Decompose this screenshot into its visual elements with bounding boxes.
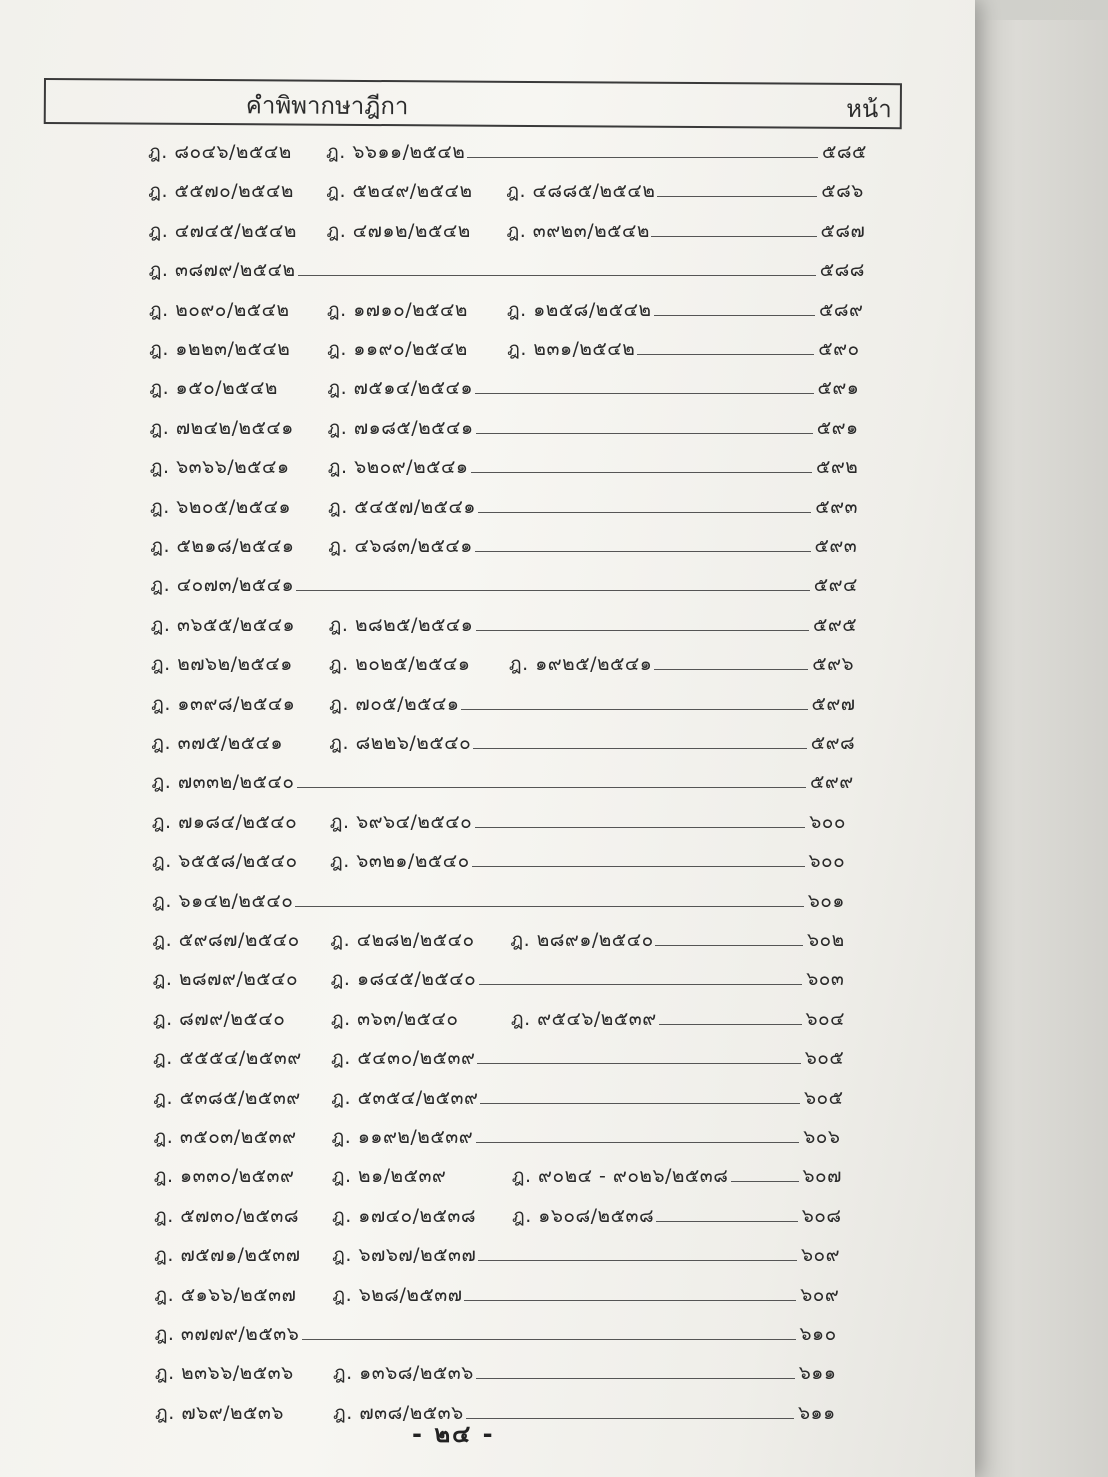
- case-reference: ฎ. ๒๓๑/๒๕๔๒: [507, 338, 636, 360]
- leader-line: [657, 196, 817, 197]
- page-ref: ๕๙๓: [815, 495, 859, 518]
- case-reference: ฎ. ๔๐๗๓/๒๕๔๑: [150, 574, 295, 597]
- leader-line: [295, 906, 804, 907]
- leader-line: [297, 787, 806, 788]
- case-reference: ฎ. ๑๖๐๘/๒๕๓๘: [511, 1204, 655, 1227]
- leader-line: [464, 1300, 796, 1301]
- index-row: [0, 137, 975, 167]
- leader-line: [651, 236, 817, 237]
- case-reference: ฎ. ๔๗๔๕/๒๕๔๒: [148, 219, 297, 242]
- case-reference: ฎ. ๗๖๙/๒๕๓๖: [155, 1401, 284, 1424]
- leader-line: [654, 315, 815, 316]
- leader-line: [475, 393, 814, 394]
- index-row: [0, 216, 975, 246]
- case-reference: ฎ. ๗๑๘๕/๒๕๔๑: [327, 416, 474, 439]
- index-row: [0, 334, 975, 364]
- case-reference: ฎ. ๖๒๐๙/๒๕๔๑: [327, 456, 469, 479]
- case-reference: ฎ. ๕๕๕๔/๒๕๓๙: [153, 1047, 302, 1070]
- leader-line: [477, 1063, 801, 1064]
- index-row: [0, 886, 975, 916]
- leader-line: [471, 472, 812, 473]
- leader-line: [654, 669, 808, 670]
- leader-line: [659, 1024, 802, 1025]
- index-row: [0, 925, 975, 955]
- leader-line: [637, 354, 814, 355]
- page-ref: ๖๐๐: [808, 850, 846, 873]
- case-reference: ฎ. ๓๕๐๓/๒๕๓๙: [153, 1126, 297, 1148]
- index-row: [0, 1358, 975, 1388]
- case-reference: ฎ. ๕๗๓๐/๒๕๓๘: [153, 1204, 299, 1227]
- case-reference: ฎ. ๑๗๑๐/๒๕๔๒: [326, 298, 468, 321]
- case-reference: ฎ. ๖๑๔๒/๒๕๔๐: [152, 889, 294, 912]
- case-reference: ฎ. ๖๖๑๑/๒๕๔๒: [326, 141, 466, 163]
- leader-line: [479, 984, 802, 985]
- case-reference: ฎ. ๒๘๗๙/๒๕๔๐: [152, 968, 299, 991]
- case-reference: ฎ. ๕๑๖๖/๒๕๓๗: [154, 1283, 297, 1306]
- page-ref: ๕๙๐: [818, 338, 860, 360]
- index-row: [0, 1201, 975, 1231]
- leader-line: [476, 433, 813, 434]
- page-ref: ๕๘๗: [820, 219, 866, 242]
- case-reference: ฎ. ๖๓๒๑/๒๕๔๐: [329, 850, 470, 873]
- case-reference: ฎ. ๓๗๕/๒๕๔๑: [151, 732, 284, 754]
- page-ref: ๕๘๘: [819, 259, 865, 282]
- case-reference: ฎ. ๒๐๙๐/๒๕๔๒: [148, 298, 290, 321]
- header-page-label: หน้า: [846, 94, 892, 124]
- page-ref: ๕๙๒: [816, 456, 859, 479]
- case-reference: ฎ. ๒๑/๒๕๓๙: [331, 1165, 447, 1188]
- case-reference: ฎ. ๙๐๒๔ - ๙๐๒๖/๒๕๓๘: [511, 1165, 729, 1188]
- index-row: [0, 1161, 975, 1191]
- page-ref: ๕๙๕: [813, 613, 858, 636]
- index-row: [0, 1043, 975, 1073]
- case-reference: ฎ. ๕๒๔๙/๒๕๔๒: [326, 180, 473, 203]
- case-reference: ฎ. ๗๒๔๒/๒๕๔๑: [149, 416, 294, 439]
- index-row: [0, 295, 975, 325]
- page-ref: ๕๙๑: [816, 416, 859, 439]
- page-ref: ๖๐๘: [801, 1204, 842, 1227]
- case-reference: ฎ. ๗๐๕/๒๕๔๑: [329, 692, 460, 715]
- case-reference: ฎ. ๖๓๖๖/๒๕๔๑: [149, 456, 290, 479]
- case-reference: ฎ. ๖๒๘/๒๕๓๗: [332, 1283, 463, 1306]
- case-reference: ฎ. ๗๕๗๑/๒๕๓๗: [154, 1244, 301, 1267]
- leader-line: [302, 1339, 796, 1340]
- page-ref: ๕๙๖: [812, 653, 855, 676]
- page-ref: ๕๙๗: [811, 692, 856, 715]
- leader-line: [731, 1181, 799, 1182]
- page-ref: ๖๑๑: [798, 1401, 836, 1424]
- index-row: [0, 728, 975, 758]
- index-row: [0, 570, 975, 600]
- case-reference: ฎ. ๒๗๖๒/๒๕๔๑: [150, 653, 293, 676]
- case-reference: ฎ. ๒๓๖๖/๒๕๓๖: [154, 1362, 294, 1385]
- leader-line: [655, 945, 803, 946]
- case-reference: ฎ. ๑๙๒๕/๒๕๔๑: [508, 653, 653, 676]
- case-reference: ฎ. ๖๗๖๗/๒๕๓๗: [332, 1244, 477, 1267]
- index-row: [0, 452, 975, 482]
- case-reference: ฎ. ๙๕๔๖/๒๕๓๙: [510, 1007, 657, 1030]
- case-reference: ฎ. ๑๓๓๐/๒๕๓๙: [153, 1165, 295, 1188]
- leader-line: [461, 709, 808, 710]
- case-reference: ฎ. ๔๗๑๒/๒๕๔๒: [326, 219, 471, 242]
- leader-line: [475, 827, 805, 828]
- case-reference: ฎ. ๑๒๕๘/๒๕๔๒: [506, 298, 652, 321]
- leader-line: [473, 748, 807, 749]
- index-row: [0, 1122, 975, 1152]
- case-reference: ฎ. ๗๕๑๔/๒๕๔๑: [327, 377, 474, 400]
- case-reference: ฎ. ๖๒๐๕/๒๕๔๑: [149, 495, 292, 518]
- index-row: [0, 807, 975, 837]
- leader-line: [476, 630, 809, 631]
- page-ref: ๖๐๕: [804, 1047, 845, 1070]
- page-ref: ๖๐๐: [809, 810, 847, 833]
- page-ref: ๖๐๓: [806, 968, 845, 991]
- index-row: [0, 846, 975, 876]
- case-reference: ฎ. ๖๙๖๔/๒๕๔๐: [329, 810, 473, 833]
- case-reference: ฎ. ๗๑๘๔/๒๕๔๐: [151, 810, 298, 833]
- page-ref: ๕๙๑: [817, 377, 860, 400]
- case-reference: ฎ. ๕๔๕๗/๒๕๔๑: [327, 495, 476, 518]
- index-row: [0, 1240, 975, 1270]
- index-row: [0, 492, 975, 522]
- leader-line: [298, 275, 816, 276]
- page-ref: ๖๐๖: [803, 1126, 841, 1148]
- leader-line: [475, 551, 811, 552]
- index-row: [0, 767, 975, 797]
- page-ref: ๖๐๔: [805, 1007, 846, 1030]
- page-ref: ๖๑๐: [799, 1323, 837, 1345]
- index-row: [0, 255, 975, 285]
- page-ref: ๖๐๙: [800, 1283, 840, 1306]
- case-reference: ฎ. ๑๗๔๐/๒๕๓๘: [331, 1204, 477, 1227]
- case-reference: ฎ. ๕๔๓๐/๒๕๓๙: [331, 1047, 476, 1070]
- index-row: [0, 964, 975, 994]
- case-reference: ฎ. ๑๒๒๓/๒๕๔๒: [149, 338, 291, 360]
- case-reference: ฎ. ๕๙๘๗/๒๕๔๐: [152, 929, 300, 951]
- page-ref: ๖๐๑: [807, 889, 845, 912]
- underlying-page: [955, 20, 1108, 1477]
- page-ref: ๕๘๖: [821, 180, 864, 203]
- index-row: [0, 176, 975, 206]
- case-reference: ฎ. ๘๗๙/๒๕๔๐: [152, 1007, 286, 1030]
- case-reference: ฎ. ๒๘๒๕/๒๕๔๑: [328, 613, 474, 636]
- case-reference: ฎ. ๔๒๘๒/๒๕๔๐: [330, 929, 475, 951]
- case-reference: ฎ. ๑๓๖๘/๒๕๓๖: [332, 1362, 474, 1385]
- case-reference: ฎ. ๓๖๕๕/๒๕๔๑: [150, 613, 296, 636]
- case-reference: ฎ. ๕๒๑๘/๒๕๔๑: [150, 535, 295, 557]
- index-row: [0, 413, 975, 443]
- case-reference: ฎ. ๗๓๓๒/๒๕๔๐: [151, 771, 295, 794]
- case-reference: ฎ. ๓๗๗๙/๒๕๓๖: [154, 1323, 300, 1345]
- page-ref: ๕๘๙: [819, 298, 864, 321]
- page-ref: ๖๐๙: [801, 1244, 841, 1267]
- page-number: - ๒๔ -: [412, 1420, 495, 1448]
- case-reference: ฎ. ๑๕๐/๒๕๔๒: [149, 377, 278, 400]
- index-row: [0, 1004, 975, 1034]
- index-row: [0, 373, 975, 403]
- leader-line: [296, 590, 810, 591]
- page-ref: ๕๙๔: [813, 574, 858, 597]
- case-reference: ฎ. ๔๖๘๓/๒๕๔๑: [328, 535, 473, 557]
- case-reference: ฎ. ๑๘๔๕/๒๕๔๐: [330, 968, 477, 991]
- case-reference: ฎ. ๗๓๘/๒๕๓๖: [333, 1401, 464, 1424]
- leader-line: [466, 1418, 794, 1419]
- index-row: [0, 531, 975, 561]
- index-row: [0, 649, 975, 679]
- leader-line: [476, 1142, 799, 1143]
- leader-line: [472, 866, 805, 867]
- page-ref: ๕๙๘: [810, 732, 856, 754]
- leader-line: [476, 1378, 795, 1379]
- case-reference: ฎ. ๓๖๓/๒๕๔๐: [330, 1007, 459, 1030]
- case-reference: ฎ. ๑๓๙๘/๒๕๔๑: [151, 692, 296, 715]
- page-ref: ๖๐๒: [807, 929, 845, 951]
- case-reference: ฎ. ๑๑๙๐/๒๕๔๒: [327, 338, 468, 360]
- page-ref: ๖๐๕: [804, 1086, 844, 1109]
- case-reference: ฎ. ๓๙๒๓/๒๕๔๒: [506, 219, 650, 242]
- case-reference: ฎ. ๑๑๙๒/๒๕๓๙: [331, 1126, 474, 1148]
- case-reference: ฎ. ๔๘๘๕/๒๕๔๒: [506, 180, 656, 203]
- index-row: [0, 1083, 975, 1113]
- leader-line: [656, 1221, 798, 1222]
- header-title: คำพิพากษาฎีกา: [245, 91, 409, 121]
- leader-line: [467, 157, 818, 158]
- page-ref: ๕๙๓: [814, 535, 858, 557]
- index-row: [0, 1319, 975, 1349]
- leader-line: [478, 512, 811, 513]
- index-row: [0, 610, 975, 640]
- index-row: [0, 689, 975, 719]
- case-reference: ฎ. ๕๓๕๔/๒๕๓๙: [331, 1086, 479, 1109]
- case-reference: ฎ. ๒๘๙๑/๒๕๔๐: [510, 929, 654, 951]
- case-reference: ฎ. ๘๒๒๖/๒๕๔๐: [329, 732, 472, 754]
- page-ref: ๖๐๗: [802, 1165, 842, 1188]
- leader-line: [478, 1260, 797, 1261]
- index-row: [0, 1280, 975, 1310]
- case-reference: ฎ. ๓๘๗๙/๒๕๔๒: [148, 259, 296, 282]
- page-ref: ๕๙๙: [810, 771, 854, 794]
- leader-line: [480, 1103, 800, 1104]
- case-reference: ฎ. ๘๐๔๖/๒๕๔๒: [148, 141, 292, 163]
- case-reference: ฎ. ๒๐๒๕/๒๕๔๑: [328, 653, 471, 676]
- case-reference: ฎ. ๕๕๗๐/๒๕๔๒: [148, 180, 294, 203]
- case-reference: ฎ. ๕๓๘๕/๒๕๓๙: [153, 1086, 301, 1109]
- case-reference: ฎ. ๖๕๕๘/๒๕๔๐: [151, 850, 298, 873]
- page-ref: ๖๑๑: [798, 1362, 837, 1385]
- page-ref: ๕๘๕: [822, 141, 867, 163]
